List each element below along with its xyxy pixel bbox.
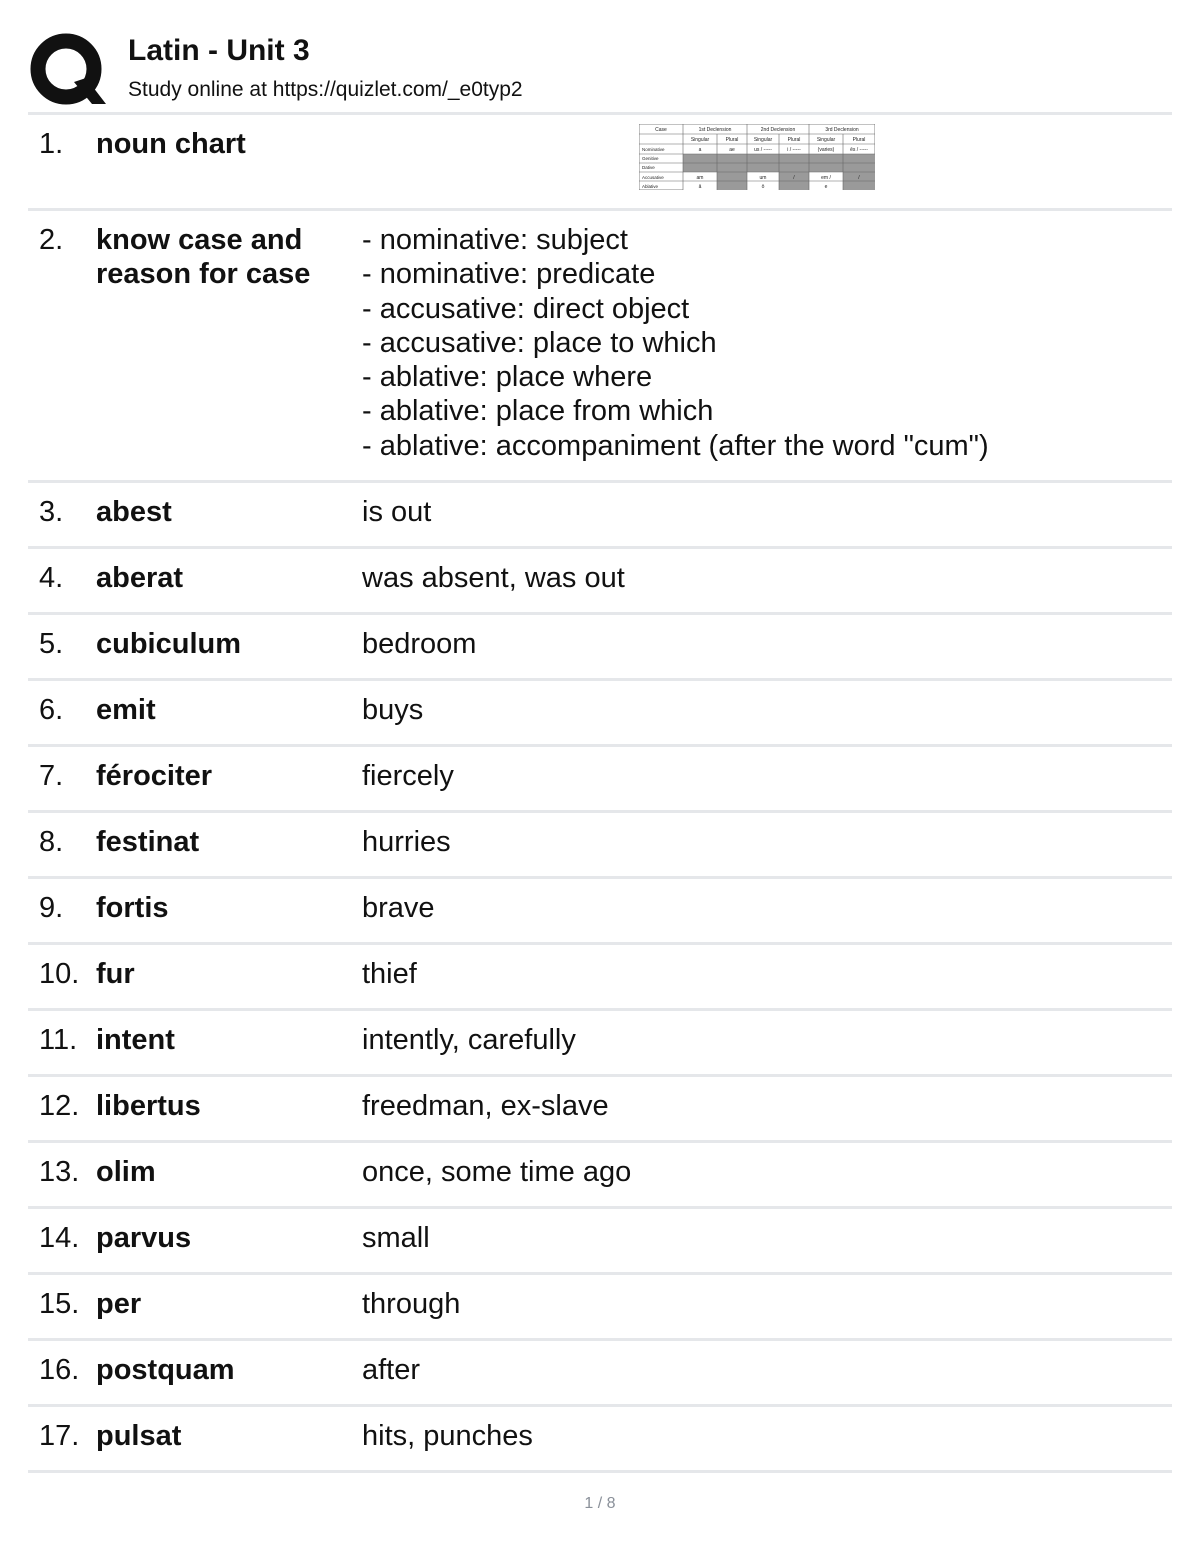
item-definition: bedroom xyxy=(362,628,477,660)
chart-cell: i / ----- xyxy=(787,147,801,153)
page-number: 1 / 8 xyxy=(584,1495,616,1512)
item-term: olim xyxy=(96,1156,156,1188)
item-term: abest xyxy=(96,496,172,528)
list-item xyxy=(28,612,1172,678)
list-item xyxy=(28,1008,1172,1074)
chart-cell: / xyxy=(858,175,860,181)
list-item xyxy=(28,942,1172,1008)
item-number: 16. xyxy=(39,1354,80,1386)
quizlet-logo-icon xyxy=(30,32,106,108)
chart-sub-header: Plural xyxy=(852,137,866,143)
chart-row-label: Nominative xyxy=(642,147,665,152)
item-term: férociter xyxy=(96,760,213,792)
item-definition: was absent, was out xyxy=(362,562,625,594)
list-item xyxy=(28,112,1172,208)
item-term: emit xyxy=(96,694,156,726)
chart-sub-header: Plural xyxy=(787,137,801,143)
item-term: noun chart xyxy=(96,128,246,160)
item-definition: intently, carefully xyxy=(362,1024,576,1056)
item-definition: buys xyxy=(362,694,424,726)
item-definition: freedman, ex-slave xyxy=(362,1090,609,1122)
item-number: 15. xyxy=(39,1288,80,1320)
list-item xyxy=(28,546,1172,612)
item-definition: - nominative: subject - nominative: predicate - accusative: direct object - accusative: place to which - ablative: place where - ablative: place from which - ablative: accompaniment (after the word "cum") xyxy=(362,224,989,462)
item-definition: hurries xyxy=(362,826,451,858)
item-definition: once, some time ago xyxy=(362,1156,632,1188)
chart-sub-header: Plural xyxy=(725,137,739,143)
item-number: 11. xyxy=(39,1024,78,1056)
item-term: postquam xyxy=(96,1354,235,1386)
item-definition: fiercely xyxy=(362,760,454,792)
chart-cell: e xyxy=(824,184,828,190)
chart-sub-header: Singular xyxy=(753,137,773,143)
item-number: 9. xyxy=(39,892,64,924)
chart-header-1st: 1st Declension xyxy=(698,127,732,133)
chart-cell: ō xyxy=(761,184,765,190)
noun-chart-image xyxy=(639,124,875,190)
chart-cell: um xyxy=(759,175,767,181)
chart-row-label: Accusative xyxy=(642,175,664,180)
list-item xyxy=(28,1404,1172,1473)
item-number: 5. xyxy=(39,628,64,660)
item-term: per xyxy=(96,1288,142,1320)
chart-cell: us / ----- xyxy=(754,147,772,153)
list-item xyxy=(28,678,1172,744)
item-number: 3. xyxy=(39,496,64,528)
list-item xyxy=(28,1206,1172,1272)
item-definition: after xyxy=(362,1354,421,1386)
item-definition: is out xyxy=(362,496,432,528)
item-number: 7. xyxy=(39,760,64,792)
item-definition: brave xyxy=(362,892,435,924)
item-number: 14. xyxy=(39,1222,80,1254)
list-item xyxy=(28,1338,1172,1404)
list-item xyxy=(28,208,1172,480)
chart-cell: ae xyxy=(729,147,735,153)
chart-cell: am xyxy=(696,175,704,181)
chart-row-label: Ablative xyxy=(642,184,659,189)
item-definition: small xyxy=(362,1222,430,1254)
item-number: 8. xyxy=(39,826,64,858)
chart-header-3rd: 3rd Declension xyxy=(825,127,859,133)
chart-cell: ā xyxy=(698,184,702,190)
list-item xyxy=(28,1140,1172,1206)
item-term: libertus xyxy=(96,1090,201,1122)
list-item xyxy=(28,876,1172,942)
item-term: fortis xyxy=(96,892,169,924)
study-online-link[interactable]: Study online at https://quizlet.com/_e0typ2 xyxy=(128,78,523,101)
chart-cell: ēs / ----- xyxy=(850,147,868,153)
flashcard-list xyxy=(28,112,1172,1473)
item-number: 4. xyxy=(39,562,64,594)
chart-cell: / xyxy=(793,175,795,181)
chart-cell: a xyxy=(698,147,702,153)
list-item xyxy=(28,1272,1172,1338)
item-term: aberat xyxy=(96,562,184,594)
chart-header-2nd: 2nd Declension xyxy=(760,127,796,133)
item-number: 1. xyxy=(39,128,64,160)
chart-sub-header: Singular xyxy=(690,137,710,143)
chart-header-case: Case xyxy=(655,127,667,133)
item-number: 13. xyxy=(39,1156,80,1188)
item-number: 12. xyxy=(39,1090,80,1122)
item-term: intent xyxy=(96,1024,175,1056)
chart-row-label: Dative xyxy=(642,165,655,170)
item-number: 2. xyxy=(39,224,64,256)
item-term: know case and reason for case xyxy=(96,224,311,290)
item-term: parvus xyxy=(96,1222,192,1254)
chart-row-label: Genitive xyxy=(642,156,659,161)
page-title: Latin - Unit 3 xyxy=(128,34,310,67)
item-definition: hits, punches xyxy=(362,1420,533,1452)
list-item xyxy=(28,1074,1172,1140)
chart-cell: em / xyxy=(821,175,831,181)
item-number: 6. xyxy=(39,694,64,726)
chart-cell: (varies) xyxy=(817,147,835,153)
document-header xyxy=(28,28,1172,112)
list-item xyxy=(28,744,1172,810)
item-number: 10. xyxy=(39,958,80,990)
item-term: fur xyxy=(96,958,135,990)
item-term: cubiculum xyxy=(96,628,242,660)
item-definition: thief xyxy=(362,958,417,990)
list-item xyxy=(28,480,1172,546)
item-term: pulsat xyxy=(96,1420,182,1452)
chart-sub-header: Singular xyxy=(816,137,836,143)
list-item xyxy=(28,810,1172,876)
item-number: 17. xyxy=(39,1420,80,1452)
item-term: festinat xyxy=(96,826,200,858)
item-definition: through xyxy=(362,1288,461,1320)
